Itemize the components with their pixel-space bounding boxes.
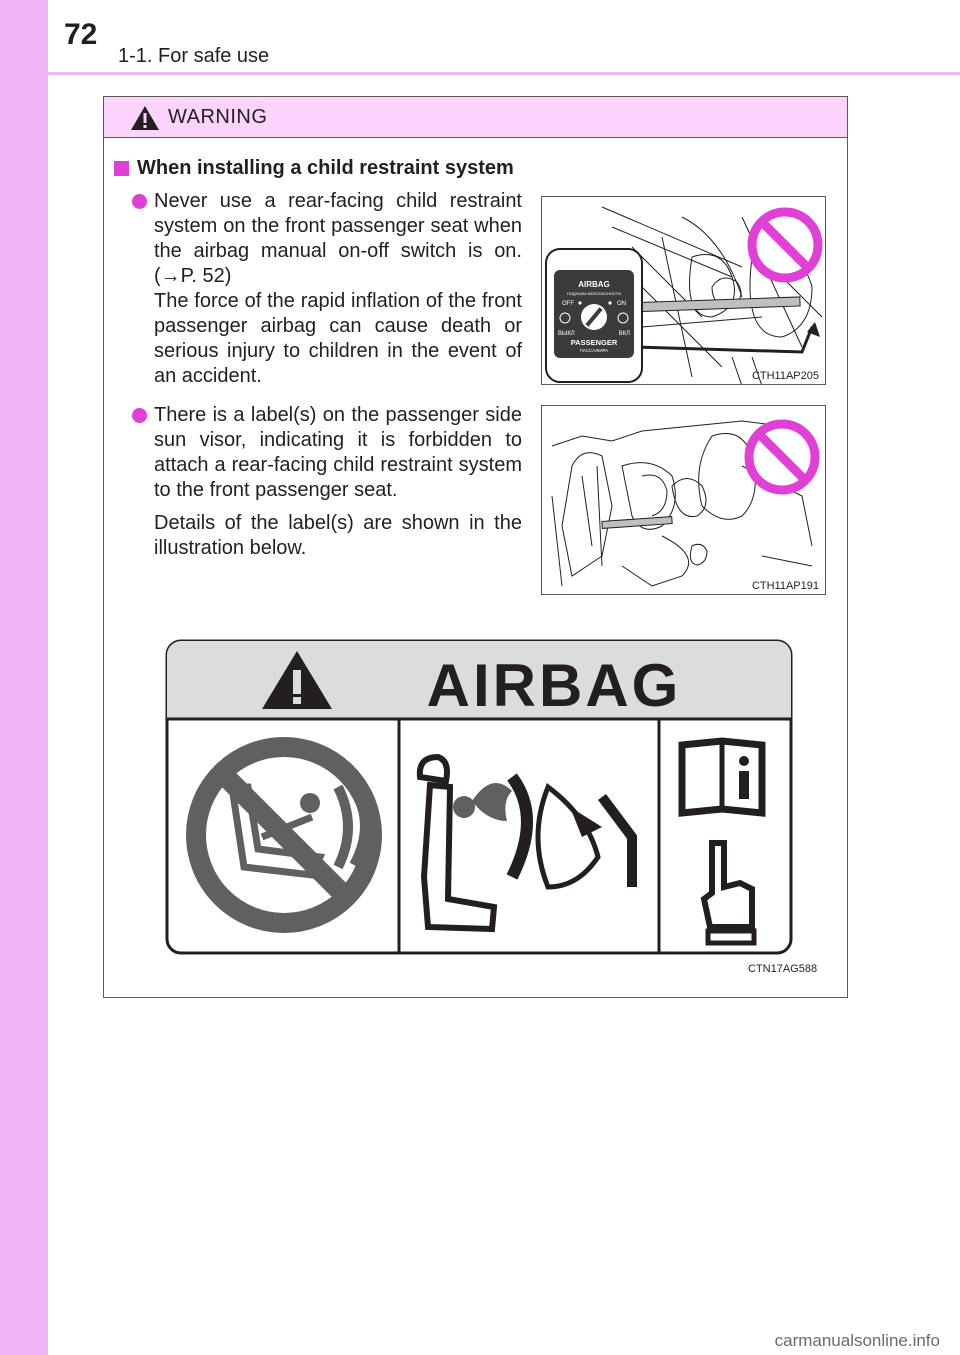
warning-header — [104, 97, 847, 138]
airbag-label-graphic — [162, 637, 802, 957]
bullet-dot-icon — [132, 408, 147, 423]
page-number: 72 — [64, 18, 98, 51]
illustration-code: CTH11AP191 — [751, 580, 819, 592]
switch-on-label: ON — [617, 301, 626, 307]
square-bullet-icon — [114, 161, 129, 176]
section-title: 1-1. For safe use — [118, 45, 270, 67]
bullet-sun-visor-label — [154, 403, 522, 561]
subheading-text: When installing a child restraint system — [137, 157, 514, 179]
bullet-detail-text: Details of the label(s) are shown in the illustration below. — [154, 512, 522, 559]
page-side-strip — [0, 0, 48, 1355]
header-divider — [48, 72, 960, 75]
watermark: carmanualsonline.info — [774, 1331, 940, 1350]
switch-passenger-ru-label: ПАССАЖИРА — [579, 348, 609, 353]
bullet-text: Never use a rear-facing child restraint system on the front passenger seat when the airbag manual on-off switch is on. (→P. 52) — [154, 190, 522, 287]
airbag-label-title: AIRBAG — [426, 652, 682, 719]
bullet-text: There is a label(s) on the passenger side sun visor, indicating it is forbidden to attach a rear-facing child restraint system to the front passenger seat. — [154, 404, 522, 501]
warning-label: WARNING — [168, 106, 268, 128]
switch-title: AIRBAG — [578, 280, 610, 289]
warning-subheading — [114, 157, 514, 180]
bullet-dot-icon — [132, 194, 147, 209]
switch-off-label: OFF — [562, 301, 574, 307]
illustration-airbag-switch — [541, 196, 826, 385]
illustration-airbag-inflation — [541, 405, 826, 595]
label-illustration-code: CTN17AG588 — [748, 963, 818, 975]
switch-subtitle: ПОДУШКА БЕЗОПАСНОСТИ — [566, 291, 622, 296]
illustration-code: CTH11AP205 — [751, 370, 819, 382]
car-interior-illustration — [542, 406, 826, 595]
airbag-warning-label-illustration — [162, 637, 802, 957]
switch-passenger-label: PASSENGER — [570, 338, 618, 347]
switch-off-ru-label: ВЫКЛ — [558, 331, 575, 337]
bullet-text-continued: The force of the rapid inflation of the front passenger airbag can cause death or serious injury to children in the event of an accident. — [154, 290, 522, 387]
warning-triangle-icon — [130, 105, 160, 131]
car-interior-illustration — [542, 197, 826, 385]
switch-on-ru-label: ВКЛ — [618, 331, 630, 337]
bullet-rear-facing — [154, 189, 522, 389]
warning-box — [103, 96, 848, 998]
